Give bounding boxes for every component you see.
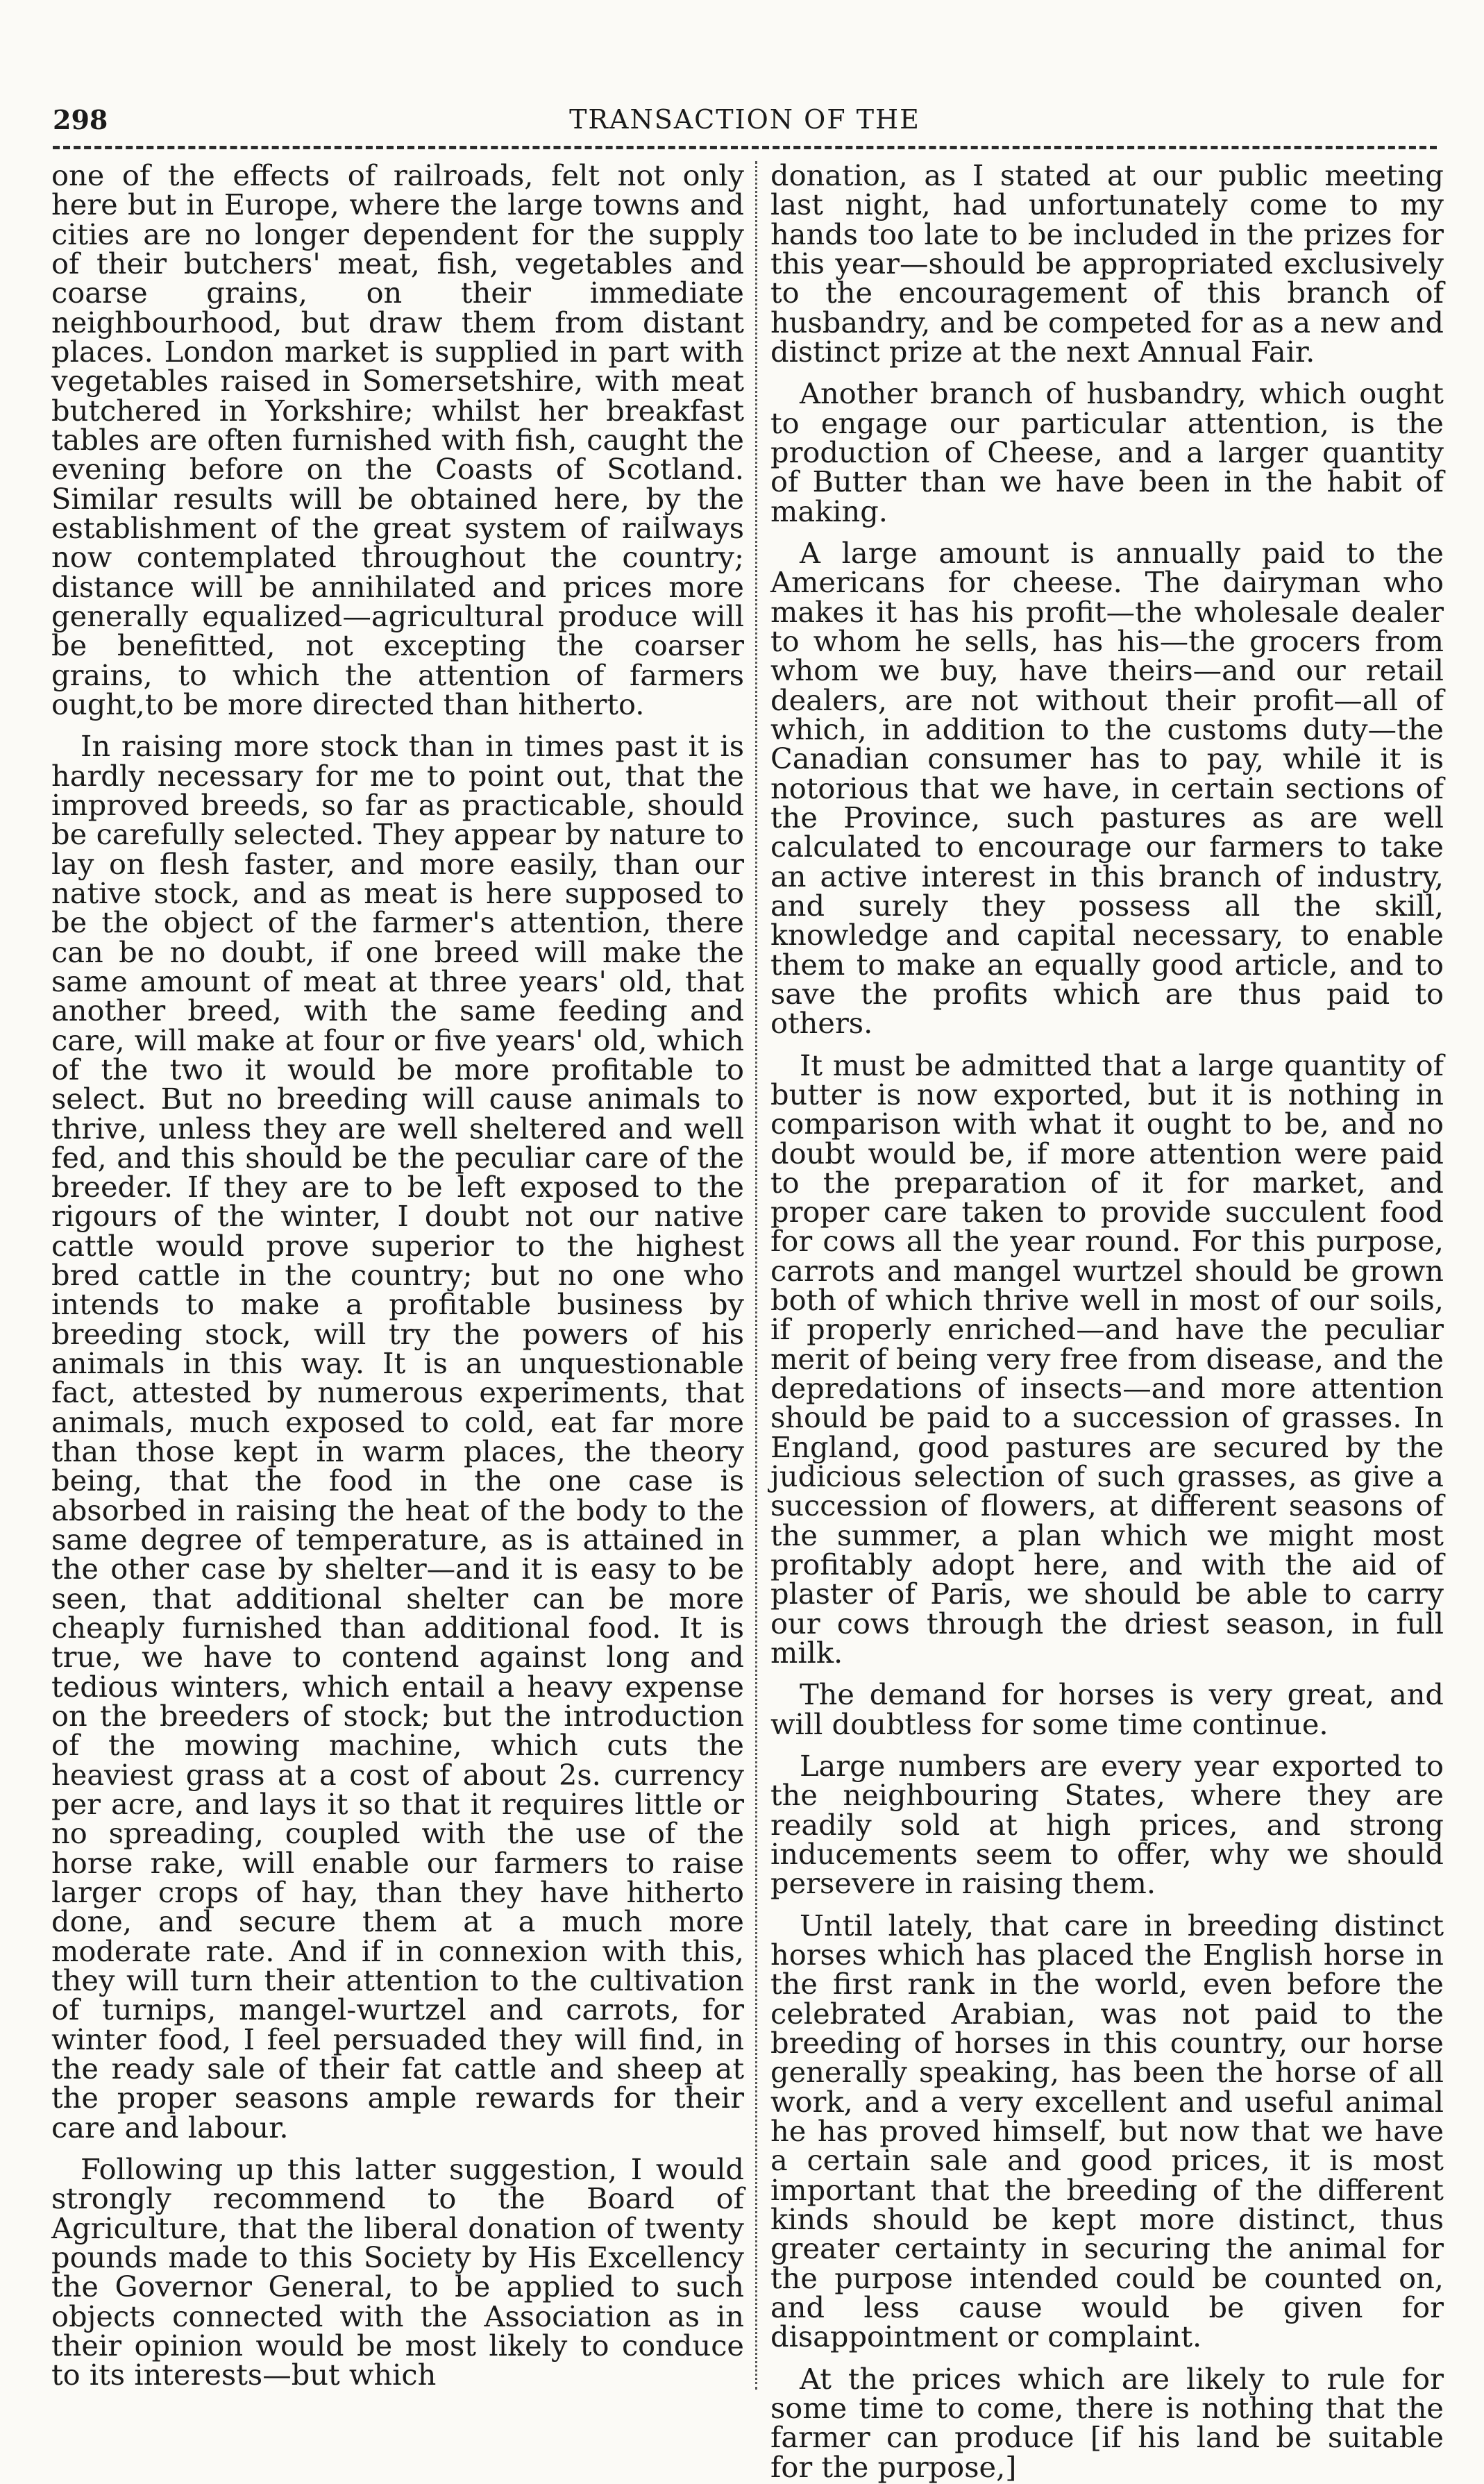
left-column <box>51 158 744 2392</box>
paragraph: Another branch of husbandry, which ought to engage our particular attention, is the production of Cheese, and a larger quantity of Butter than we have been in the habit of making. <box>770 376 1444 528</box>
paragraph: It must be admitted that a large quantity of butter is now exported, but it is nothing in comparison with what it ought to be, and no doubt would be, if more attention were paid to the preparation of it for market, and proper care taken to provide succulent food for cows all the year round. For this purpose, carrots and mangel wurtzel should be grown both of which thrive well in most of our soils, if properly enriched—and have the peculiar merit of being very free from disease, and the depredations of insects—and more attention should be paid to a succession of grasses. In England, good pastures are secured by the judicious selection of such grasses, as give a succession of flowers, at different seasons of the summer, a plan which we might most profitably adopt here, and with the aid of plaster of Paris, we should be able to carry our cows through the driest season, in full milk. <box>770 1048 1444 1670</box>
page-header <box>53 104 1437 139</box>
paragraph: Large numbers are every year exported to the neighbouring States, where they are readily sold at high prices, and strong inducements seem to offer, why we should persevere in raising them. <box>770 1749 1444 1901</box>
paragraph: Following up this latter suggestion, I would strongly recommend to the Board of Agriculture, that the liberal donation of twenty pounds made to this Society by His Excellency the Governor General, to be applied to such objects connected with the Association as in their opinion would be most likely to conduce to its interests—but which <box>51 2151 744 2392</box>
page-number: 298 <box>53 104 108 135</box>
paragraph: At the prices which are likely to rule for some time to come, there is nothing that the farmer can produce [if his land be suitable for the purpose,] <box>770 2361 1444 2484</box>
header-rule <box>53 146 1437 149</box>
paragraph: In raising more stock than in times past it is hardly necessary for me to point out, that the improved breeds, so far as practicable, should be carefully selected. They appear by nature to lay on flesh faster, and more easily, than our native stock, and as meat is here supposed to be the object of the farmer's attention, there can be no doubt, if one breed will make the same amount of meat at three years' old, that another breed, with the same feeding and care, will make at four or five years' old, which of the two it would be more profitable to select. But no breeding will cause animals to thrive, unless they are well sheltered and well fed, and this should be the peculiar care of the breeder. If they are to be left exposed to the rigours of the winter, I doubt not our native cattle would prove superior to the highest bred cattle in the country; but no one who intends to make a profitable business by breeding stock, will try the powers of his animals in this way. It is an unquestionable fact, attested by numerous experiments, that animals, much exposed to cold, eat far more than those kept in warm places, the theory being, that the food in the one case is absorbed in raising the heat of the body to the same degree of temperature, as is attained in the other case by shelter—and it is easy to be seen, that additional shelter can be more cheaply furnished than additional food. It is true, we have to contend against long and tedious winters, which entail a heavy expense on the breeders of stock; but the introduction of the mowing machine, which cuts the heaviest grass at a cost of about 2s. currency per acre, and lays it so that it requires little or no spreading, coupled with the use of the horse rake, will enable our farmers to raise larger crops of hay, than they have hitherto done, and secure them at a much more moderate rate. And if in connexion with this, they will turn their attention to the cultivation of turnips, mangel-wurtzel and carrots, for winter food, I feel persuaded they will find, in the ready sale of their fat cattle and sheep at the proper seasons ample rewards for their care and labour. <box>51 729 744 2145</box>
paragraph: The demand for horses is very great, and will doubtless for some time continue. <box>770 1677 1444 1741</box>
paragraph: Until lately, that care in breeding distinct horses which has placed the English horse in the first rank in the world, even before the celebrated Arabian, was not paid to the breeding of horses in this country, our horse generally speaking, has been the horse of all work, and a very excellent and useful animal he has proved himself, but now that we have a certain sale and good prices, it is most important that the breeding of the different kinds should be kept more distinct, thus greater certainty in securing the animal for the purpose intended could be counted on, and less cause would be given for disappointment or complaint. <box>770 1908 1444 2354</box>
running-title: TRANSACTION OF THE <box>569 104 920 135</box>
paragraph: one of the effects of railroads, felt not only here but in Europe, where the large towns and cities are no longer dependent for the supply of their butchers' meat, fish, vegetables and coarse grains, on their immediate neighbourhood, but draw them from distant places. London market is supplied in part with vegetables raised in Somersetshire, with meat butchered in Yorkshire; whilst her breakfast tables are often furnished with fish, caught the evening before on the Coasts of Scotland. Similar results will be obtained here, by the establishment of the great system of railways now contemplated throughout the country; distance will be annihilated and prices more generally equalized—agricultural produce will be benefitted, not excepting the coarser grains, to which the attention of farmers ought,to be more directed than hitherto. <box>51 158 744 721</box>
paragraph: donation, as I stated at our public meeting last night, had unfortunately come to my hands too late to be included in the prizes for this year—should be appropriated exclusively to the encouragement of this branch of husbandry, and be competed for as a new and distinct prize at the next Annual Fair. <box>770 158 1444 369</box>
paragraph: A large amount is annually paid to the Americans for cheese. The dairyman who makes it has his profit—the wholesale dealer to whom he sells, has his—the grocers from whom we buy, have theirs—and our retail dealers, are not without their profit—all of which, in addition to the customs duty—the Canadian consumer has to pay, while it is notorious that we have, in certain sections of the Province, such pastures as are well calculated to encourage our farmers to take an active interest in this branch of industry, and surely they possess all the skill, knowledge and capital necessary, to enable them to make an equally good article, and to save the profits which are thus paid to others. <box>770 535 1444 1041</box>
column-divider <box>755 161 757 2390</box>
right-column <box>770 158 1444 2484</box>
